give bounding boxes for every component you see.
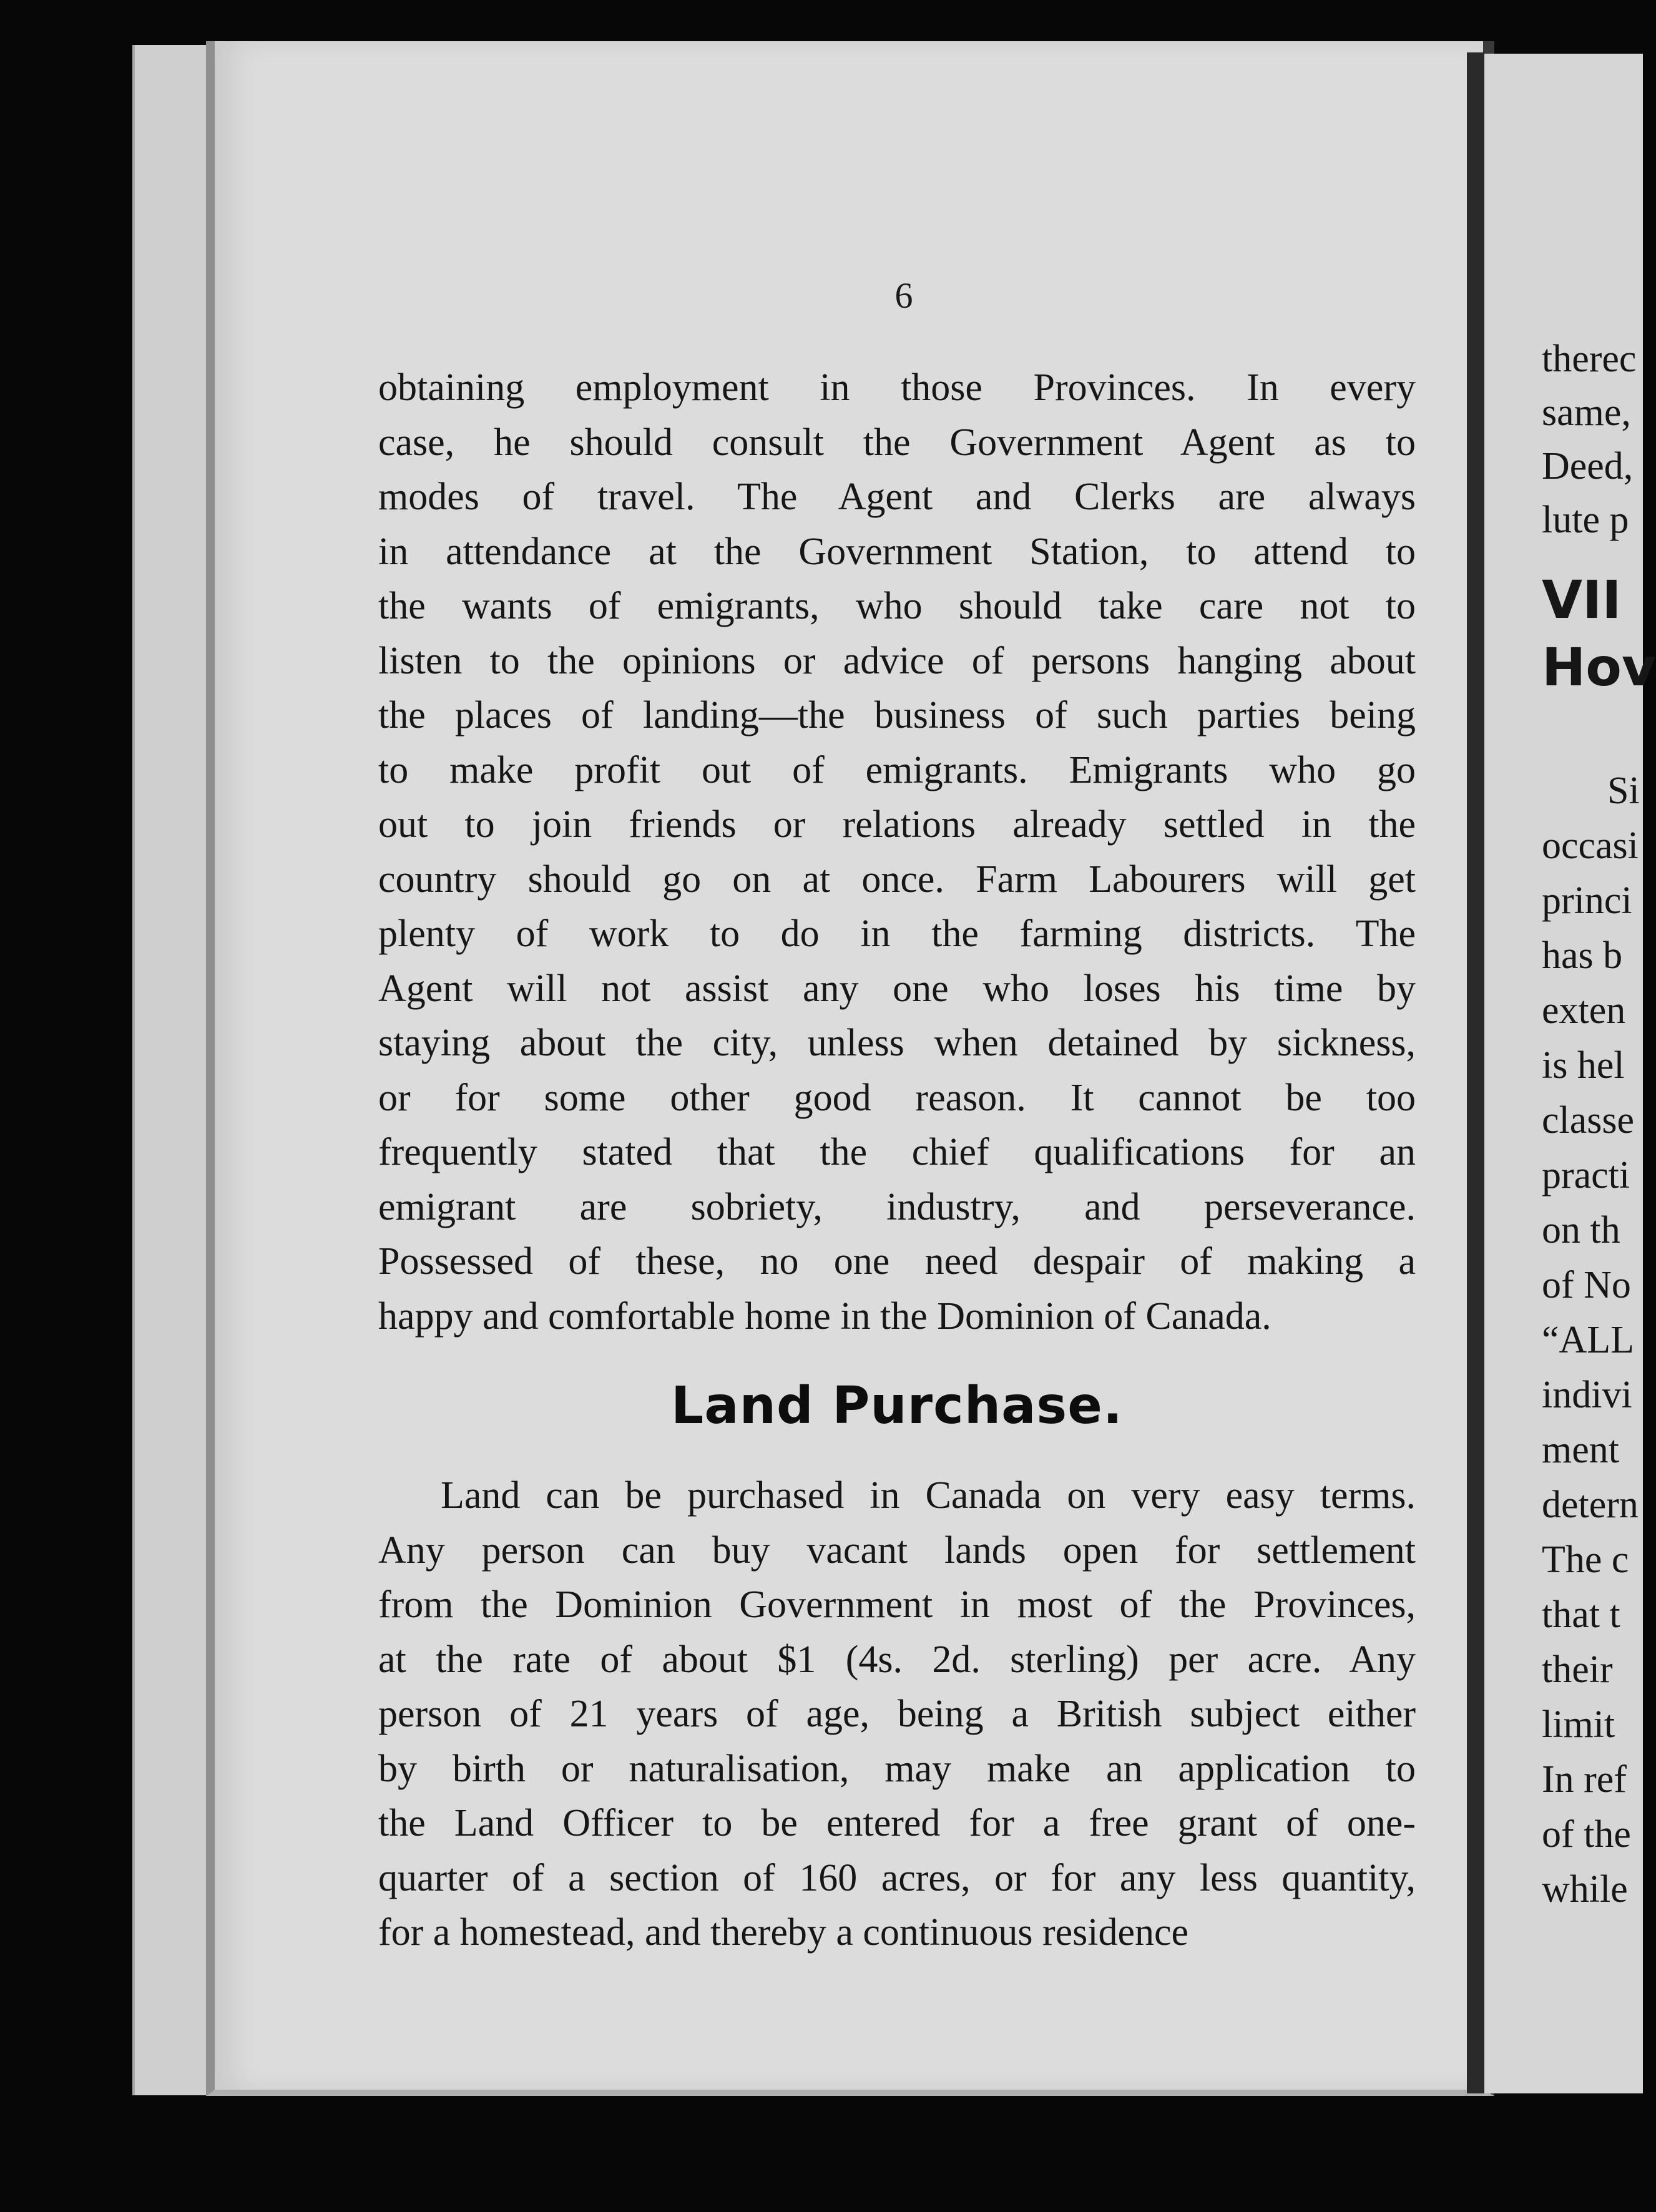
book-gutter: [1467, 52, 1484, 2093]
text-line: out to join friends or relations already settled in the: [378, 803, 1416, 846]
text-line: the places of landing—the business of such parties being: [378, 694, 1416, 737]
fragment-line: indivi: [1542, 1374, 1632, 1416]
text-line: to make profit out of emigrants. Emigrants who go: [378, 748, 1416, 791]
fragment-line: while: [1542, 1868, 1628, 1911]
fragment-heading: Hov: [1542, 637, 1656, 698]
text-line: listen to the opinions or advice of persons hanging about: [378, 639, 1416, 682]
paragraph-land-purchase: [378, 1469, 1416, 1960]
text-line: obtaining employment in those Provinces. In every: [378, 366, 1416, 409]
paragraph-emigrant-advice: [378, 361, 1416, 1344]
text-line: Agent will not assist any one who loses his time by: [378, 967, 1416, 1010]
text-line: Possessed of these, no one need despair of making a: [378, 1240, 1416, 1283]
fragment-line: Deed,: [1542, 445, 1634, 487]
fragment-line: therec: [1542, 338, 1637, 380]
fragment-line: Si: [1607, 770, 1640, 812]
fragment-line: practi: [1542, 1154, 1630, 1197]
text-line: in attendance at the Government Station, to attend to: [378, 530, 1416, 573]
fragment-line: In ref: [1542, 1758, 1627, 1801]
fragment-line: “ALL: [1542, 1319, 1635, 1361]
fragment-line: classe: [1542, 1099, 1635, 1142]
page-body: [378, 361, 1416, 1960]
text-line: case, he should consult the Government Agent as to: [378, 421, 1416, 464]
text-line: quarter of a section of 160 acres, or for any less quantity,: [378, 1856, 1416, 1899]
fragment-line: occasi: [1542, 825, 1639, 867]
text-line: the wants of emigrants, who should take care not to: [378, 585, 1416, 627]
text-line: country should go on at once. Farm Labourers will get: [378, 858, 1416, 901]
page-number: 6: [894, 275, 913, 316]
fragment-line: on th: [1542, 1209, 1620, 1251]
fragment-line: limit: [1542, 1703, 1615, 1746]
text-line: or for some other good reason. It cannot be too: [378, 1076, 1416, 1119]
fragment-line: of the: [1542, 1813, 1631, 1856]
fragment-line: lute p: [1542, 499, 1629, 541]
text-line: person of 21 years of age, being a British subject either: [378, 1693, 1416, 1735]
text-line: at the rate of about $1 (4s. 2d. sterling) per acre. Any: [378, 1638, 1416, 1681]
text-line: for a homestead, and thereby a continuous residence: [378, 1911, 1189, 1954]
text-line: the Land Officer to be entered for a free grant of one-: [378, 1802, 1416, 1844]
fragment-line: detern: [1542, 1484, 1639, 1526]
fragment-line: that t: [1542, 1593, 1620, 1636]
fragment-line: same,: [1542, 391, 1631, 434]
text-line: by birth or naturalisation, may make an application to: [378, 1747, 1416, 1790]
text-line: frequently stated that the chief qualifications for an: [378, 1131, 1416, 1173]
fragment-line: The c: [1542, 1539, 1629, 1581]
fragment-line: princi: [1542, 879, 1632, 922]
fragment-line: is hel: [1542, 1044, 1625, 1087]
fragment-line: their: [1542, 1648, 1613, 1691]
fragment-heading: VII: [1542, 569, 1622, 630]
fragment-line: exten: [1542, 989, 1626, 1032]
text-line: plenty of work to do in the farming districts. The: [378, 913, 1416, 955]
fragment-line: has b: [1542, 934, 1623, 977]
text-line: Land can be purchased in Canada on very easy terms.: [441, 1474, 1416, 1517]
text-line: from the Dominion Government in most of the Provinces,: [378, 1583, 1416, 1626]
text-line: staying about the city, unless when detained by sickness,: [378, 1022, 1416, 1064]
text-line: Any person can buy vacant lands open for settlement: [378, 1529, 1416, 1572]
text-line: emigrant are sobriety, industry, and perseverance.: [378, 1185, 1416, 1228]
text-line: happy and comfortable home in the Dominion of Canada.: [378, 1294, 1271, 1338]
fragment-line: of No: [1542, 1264, 1631, 1306]
fragment-line: ment: [1542, 1429, 1619, 1471]
section-heading: Land Purchase.: [670, 1376, 1123, 1436]
text-line: modes of travel. The Agent and Clerks are always: [378, 476, 1416, 518]
